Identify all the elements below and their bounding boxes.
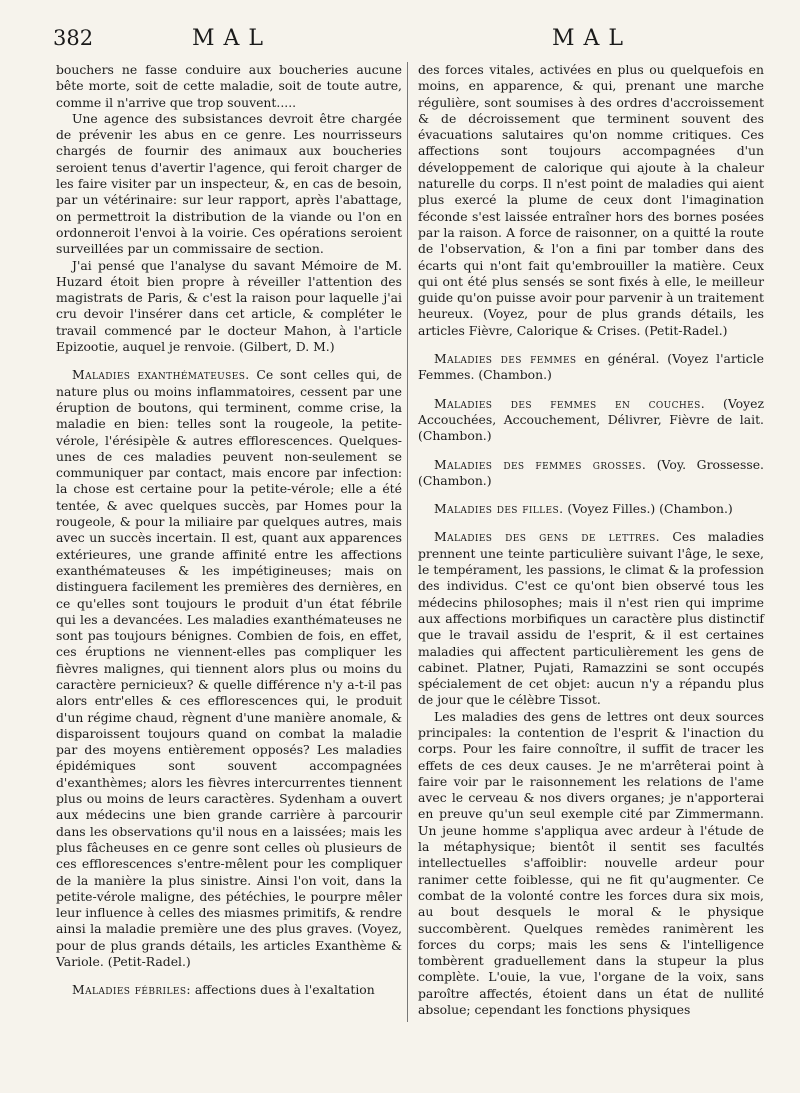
running-head-right: MAL bbox=[552, 26, 633, 51]
article-entry bbox=[418, 529, 764, 708]
article-entry bbox=[418, 351, 764, 384]
entry-heading: Maladies fébriles: bbox=[72, 982, 191, 998]
entry-body: en général. (Voyez l'article Femmes. (Chambon.) bbox=[418, 351, 764, 383]
paragraph: bouchers ne fasse conduire aux boucheries aucune bête morte, soit de cette maladie, soit de toute autre, comme il n'arrive que trop souvent..... bbox=[56, 62, 402, 110]
entry-heading: Maladies des femmes en couches. bbox=[434, 395, 706, 411]
column-rule bbox=[407, 62, 408, 1022]
page-number: 382 bbox=[53, 26, 94, 50]
article-entry bbox=[56, 982, 402, 998]
article-entry bbox=[56, 367, 402, 970]
entry-heading: Maladies des gens de lettres. bbox=[434, 529, 660, 545]
entry-body: (Voyez Filles.) (Chambon.) bbox=[567, 501, 733, 517]
article-entry bbox=[418, 457, 764, 490]
right-column bbox=[418, 62, 764, 1018]
entry-body: Ce sont celles qui, de nature plus ou moins inflammatoires, cessent par une éruption de boutons, qui terminent, comme crise, la maladie en bien: telles sont la rougeole, la petite-vérole, l'érésipèle & autres efflorescences. Quelques-unes de ces maladies peuvent non-seulement se communiquer par contact, mais encore par infection: la chose est certaine pour la petite-vérole; elle a été tentée, & avec quelques succès, par Homes pour la rougeole, & pour la miliaire par quelques autres, mais avec un succès incertain. Il est, quant aux apparences extérieures, une grande affinité entre les affections exanthémateuses & les impétigineuses; mais on distinguera facilement les premières des dernières, en ce qu'elles sont toujours le produit d'un état fébrile qui les a devancées. Les maladies exanthémateuses ne sont pas toujours bénignes. Combien de fois, en effet, ces éruptions ne viennent-elles pas compliquer les fièvres malignes, qui tiennent alors plus ou moins du caractère pernicieux? & quelle différence n'y a-t-il pas alors entr'elles & ces efflorescences qui, le produit d'un régime chaud, règnent d'une manière anomale, & disparoissent toujours quand on combat la maladie par des moyens entièrement opposés? Les maladies épidémiques sont souvent accompagnées d'exanthèmes; alors les fièvres intercurrentes tiennent plus ou moins de leurs caractères. Sydenham a ouvert aux médecins une bien grande carrière à parcourir dans les observations qu'il nous en a laissées; mais les plus fâcheuses en ce genre sont celles où plusieurs de ces efflorescences s'entre-mêlent pour les compliquer de la manière la plus sinistre. Ainsi l'on voit, dans la petite-vérole maligne, des pétéchies, le pourpre mêler leur influence à celles des miasmes primitifs, & rendre ainsi la maladie première une des plus graves. (Voyez, pour de plus grands détails, les articles Exanthème & Variole. (Petit-Radel.) bbox=[56, 367, 402, 970]
running-head-left: MAL bbox=[192, 26, 273, 51]
entry-body: affections dues à l'exaltation bbox=[194, 982, 375, 998]
entry-heading: Maladies exanthémateuses. bbox=[72, 367, 250, 383]
article-entry bbox=[418, 501, 764, 517]
entry-body: (Voy. Grossesse. (Chambon.) bbox=[418, 456, 764, 488]
entry-body: Ces maladies prennent une teinte particulière suivant l'âge, le sexe, le tempérament, les passions, le climat & la profession des individus. C'est ce qu'ont bien observé tous les médecins philosophes; mais il n'est rien qui imprime aux affections morbifiques un caractère plus distinctif que le travail assidu de l'esprit, & il est certaines maladies qui affectent particulièrement les gens de cabinet. Platner, Pujati, Ramazzini se sont occupés spécialement de cet objet: aucun n'y a répandu plus de jour que le célèbre Tissot. bbox=[418, 529, 764, 708]
entry-body: (Voyez Accouchées, Accouchement, Délivrer, Fièvre de lait. (Chambon.) bbox=[418, 395, 764, 444]
paragraph: J'ai pensé que l'analyse du savant Mémoire de M. Huzard étoit bien propre à réveiller l'attention des magistrats de Paris, & c'est la raison pour laquelle j'ai cru devoir l'insérer dans cet article, & compléter le travail commencé par le docteur Mahon, à l'article Epizootie, auquel je renvoie. (Gilbert, D. M.) bbox=[56, 257, 402, 355]
paragraph: des forces vitales, activées en plus ou quelquefois en moins, en apparence, & qui, prenant une marche régulière, sont soumises à des ordres d'accroissement & de décroissement que terminent souvent des évacuations salutaires qu'on nomme critiques. Ces affections sont toujours accompagnées d'un développement de calorique qui ajoute à la chaleur naturelle du corps. Il n'est point de maladies qui aient plus exercé la plume de ceux dont l'imagination féconde s'est laissée entraîner hors des bornes posées par la raison. A force de raisonner, on a quitté la route de l'observation, & l'on a fini par tomber dans des écarts qui n'ont fait qu'embrouiller la matière. Ceux qui ont été plus sensés se sont fixés à elle, le meilleur guide qu'on puisse avoir pour parvenir à un traitement heureux. (Voyez, pour de plus grands détails, les articles Fièvre, Calorique & Crises. (Petit-Radel.) bbox=[418, 62, 764, 338]
left-column bbox=[56, 62, 402, 999]
entry-heading: Maladies des femmes bbox=[434, 351, 577, 367]
entry-heading: Maladies des filles. bbox=[434, 501, 564, 517]
paragraph: Les maladies des gens de lettres ont deux sources principales: la contention de l'esprit & l'inaction du corps. Pour les faire connoître, il suffit de tracer les effets de ces deux causes. Je ne m'arrêterai point à faire voir par le raisonnement les relations de l'ame avec le cerveau & nos divers organes; je n'apporterai en preuve qu'un seul exemple cité par Zimmermann. Un jeune homme s'appliqua avec ardeur à l'étude de la métaphysique; bientôt il sentit ses facultés intellectuelles s'affoiblir: nouvelle ardeur pour ranimer cette foiblesse, qui ne fit qu'augmenter. Ce combat de la volonté contre les forces dura six mois, au bout desquels le moral & le physique succombèrent. Quelques remèdes ranimèrent les forces du corps; mais les sens & l'intelligence tombèrent graduellement dans la stupeur la plus complète. L'ouie, la vue, l'organe de la voix, sans paroître affectés, étoient dans un état de nullité absolue; cependant les fonctions physiques bbox=[418, 708, 764, 1018]
entry-heading: Maladies des femmes grosses. bbox=[434, 456, 647, 472]
paragraph: Une agence des subsistances devroit être chargée de prévenir les abus en ce genre. Les nourrisseurs chargés de fournir des animaux aux boucheries seroient tenus d'avertir l'agence, qui feroit charger de les faire visiter par un inspecteur, &, en cas de besoin, par un vétérinaire: sur leur rapport, après l'abattage, on permettroit la distribution de la viande ou l'on en ordonneroit l'envoi à la voirie. Ces opérations seroient surveillées par un commissaire de section. bbox=[56, 110, 402, 257]
article-entry bbox=[418, 396, 764, 445]
